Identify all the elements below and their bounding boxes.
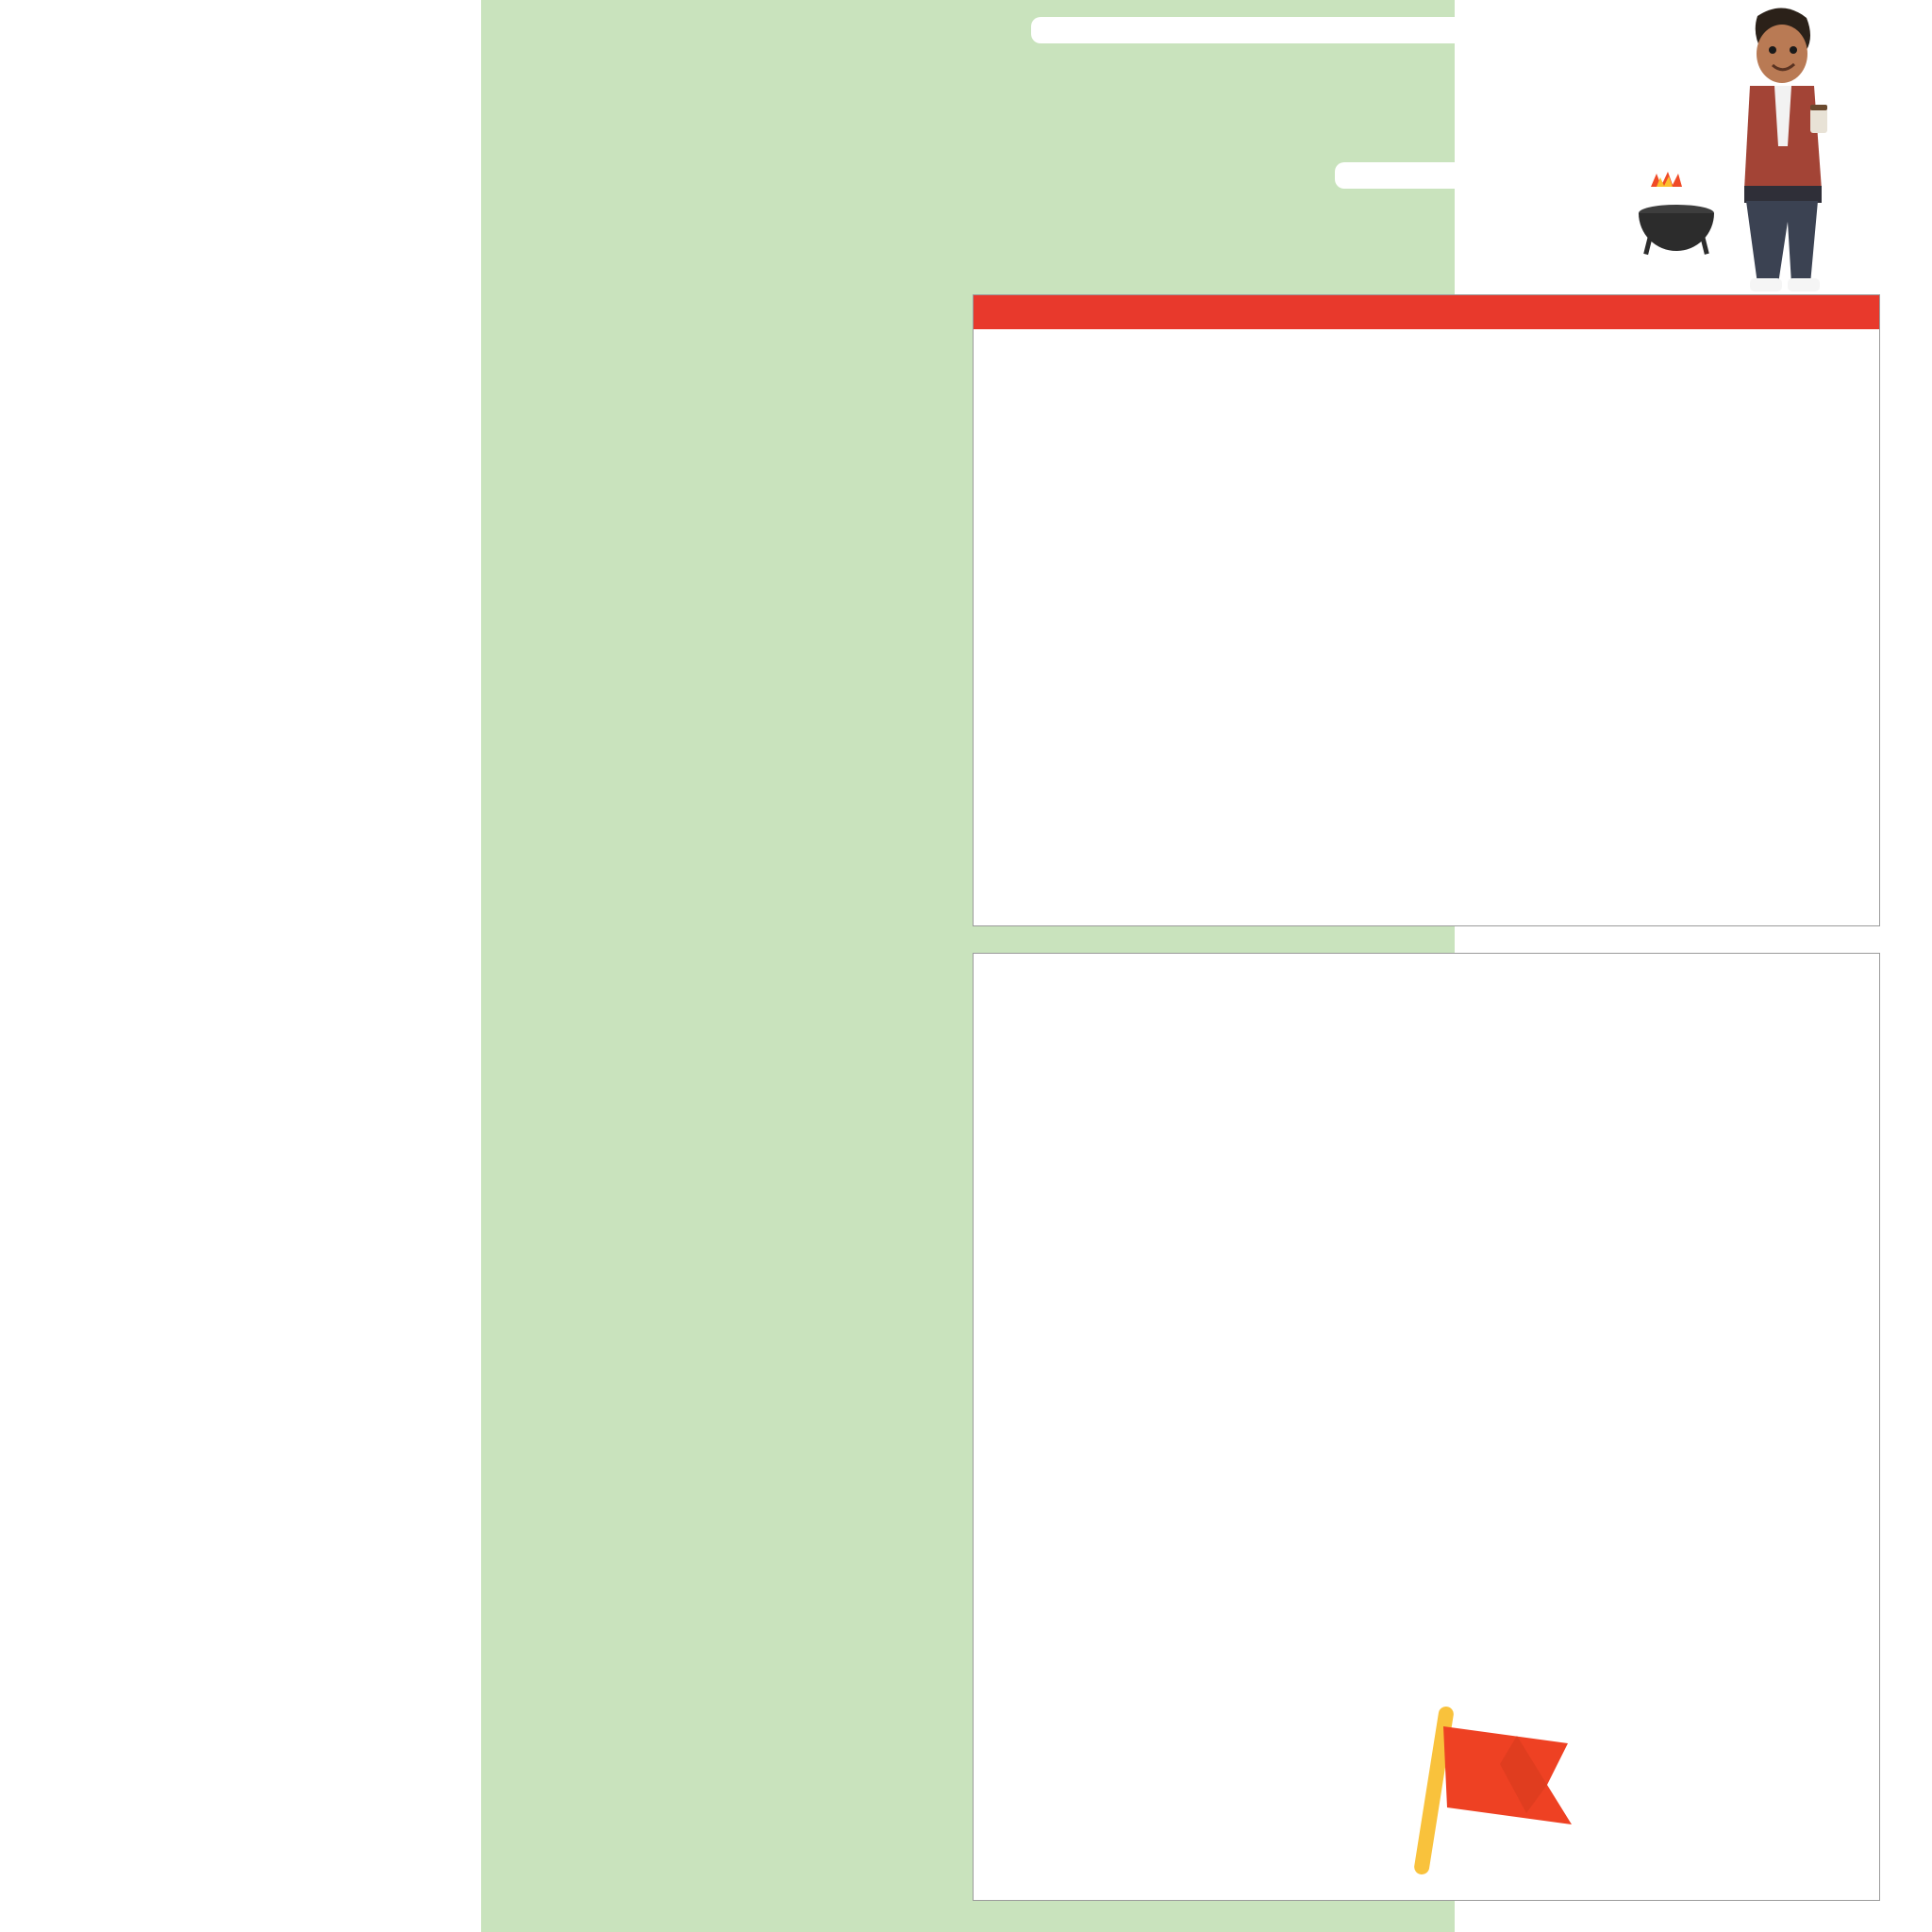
weekday-saturday <box>1750 295 1879 329</box>
cartoon-character-icon <box>1712 5 1854 297</box>
weekday-monday <box>1103 295 1232 329</box>
red-flag-icon <box>1406 1698 1585 1887</box>
joke-bubble-setup <box>1031 17 1490 43</box>
weekday-thursday <box>1491 295 1621 329</box>
calendar-sheet <box>481 0 1455 1932</box>
weekday-header-row <box>974 295 1879 329</box>
weekday-sunday <box>974 295 1103 329</box>
weekday-tuesday <box>1232 295 1361 329</box>
weekday-friday <box>1621 295 1750 329</box>
weekday-wednesday <box>1361 295 1491 329</box>
calendar-block-top <box>973 294 1880 926</box>
